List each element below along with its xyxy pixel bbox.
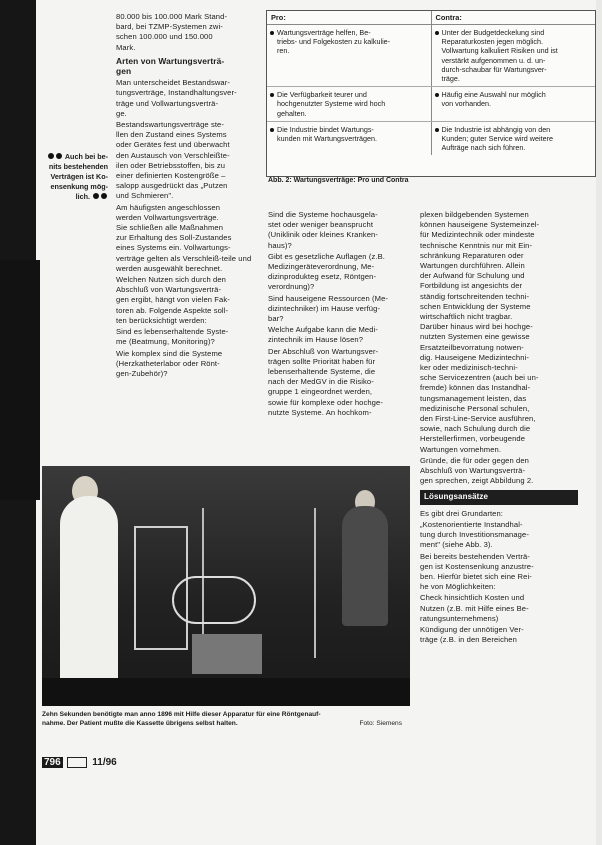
- figure-caption: Abb. 2: Wartungsverträge: Pro und Contra: [268, 177, 409, 184]
- photo-patient-figure: [342, 506, 388, 626]
- col1-paragraph: Am häufigsten angeschlossen werden Vollwartungsverträge. Sie schließen alle Maßnahmen zur Erhaltung des Soll-Zustandes eines Systems ein. Vollwartungs- verträge gelten als Verschleiß-teile und werden ausgewählt berechnet.: [116, 202, 252, 273]
- quote-close-icon: [93, 193, 99, 199]
- col2-paragraph: Sind die Systeme hochausgela- stet oder weniger beansprucht (Uniklinik oder kleines Kranken- haus)?: [268, 210, 378, 250]
- table-row: [267, 87, 595, 122]
- col1-paragraph: Sind es lebenserhaltende Syste- me (Beatmung, Monitoring)?: [116, 327, 229, 347]
- contra-cell: Unter der Budgetdeckelung sind Reparaturkosten jegen möglich. Vollwartung kalkuliert Risiken und ist verstärkt aufgenommen u. d. un- durch-schaubar für Wartungsver- träge.: [432, 25, 596, 86]
- col3-solution: Check hinsichtlich Kosten und Nutzen (z.B. mit Hilfe eines Be- ratungsunternehmens): [420, 593, 529, 623]
- page-number: 796: [44, 757, 61, 769]
- magazine-logo-icon: [67, 757, 87, 768]
- pro-cell: Wartungsverträge helfen, Be- triebs- und Folgekosten zu kalkulie- ren.: [267, 25, 432, 86]
- col2-paragraph: Sind hauseigene Ressourcen (Me- dizintechniker) im Hause verfüg- bar?: [268, 293, 389, 324]
- table-header-row: [267, 11, 595, 25]
- contra-cell: Häufig eine Auswahl nur möglich von vorhanden.: [432, 87, 596, 121]
- col1-paragraph: Man unterscheidet Bestandswar- tungsverträge, Instandhaltungsver- träge und Vollwartungsverträ- ge.: [116, 78, 237, 118]
- table-row: [267, 122, 595, 156]
- historic-xray-photo: [42, 466, 410, 706]
- col3-paragraph: plexen bildgebenden Systemen können hauseigene Systemeinzel- für Medizintechnik oder mindeste technische Kenntnis nur mit Ein- schränkung Reparaturen oder Wartungen durchführen. Allein der Aufwand für Schulung und Fortbildung ist angesichts der ständig fortschreitenden techni- schen Entwicklung der Systeme wirtschaftlich nicht tragbar. Darüber hinaus wird bei hochge- nutzten Systemen eine gewisse Ersatzteilbevorratung notwen- dig. Hauseigene Medizintechni- ker oder medizinisch-techni- sche Servicezentren (auch bei un- fremde) können das Instandhal- tungsmanagement leisten, das medizinische Personal schulen, den First-Line-Service ausführen, sowie, nach Schulung durch die Herstellerfirmen, vorbeugende Wartungen vornehmen.: [420, 210, 540, 454]
- issue-number: 11/96: [92, 757, 117, 769]
- photo-caption: [42, 710, 410, 728]
- contra-cell: Die Industrie ist abhängig von den Kunden; guter Service wird weitere Aufträge nach sich führen.: [432, 122, 596, 156]
- photo-doctor-figure: [60, 496, 118, 702]
- quote-close-icon: [101, 193, 107, 199]
- col1-intro: 80.000 bis 100.000 Mark Stand- bard, bei TZMP-Systemen zwi- schen 100.000 und 150.000 Mark.: [116, 12, 228, 52]
- col3-intro: Es gibt drei Grundarten:: [420, 508, 504, 518]
- pull-quote-text: Auch bei be- nits bestehenden Verträgen ist Ko- ensenkung mög- lich.: [48, 152, 108, 201]
- column-1: [116, 12, 258, 380]
- page-folio: [42, 757, 117, 768]
- pro-cell: Die Industrie bindet Wartungs- kunden mit Wartungsverträgen.: [267, 122, 432, 156]
- photo-cabinet: [192, 634, 262, 674]
- col2-paragraph: Gibt es gesetzliche Auflagen (z.B. Medizingeräteverordnung, Me- dizinprodukteg esetz, Röntgen- verordnung)?: [268, 251, 385, 292]
- quote-open-icon: [56, 153, 62, 159]
- col3-solution: Kündigung der unnötigen Ver- träge (z.B. in den Bereichen: [420, 624, 524, 645]
- scan-right-edge: [596, 0, 602, 845]
- photo-caption-text: Zehn Sekunden benötigte man anno 1896 mit Hilfe dieser Apparatur für eine Röntgenauf- nahme. Der Patient mußte die Kassette übrigens selbst halten.: [42, 711, 321, 727]
- col3-paragraph: Gründe, die für oder gegen den Abschluß von Wartungsverträ- gen sprechen, zeigt Abbildung 2.: [420, 455, 534, 486]
- pro-cell: Die Verfügbarkeit teurer und hochgenutzter Systeme wird hoch gehalten.: [267, 87, 432, 121]
- col2-paragraph: Welche Aufgabe kann die Medi- zintechnik im Hause lösen?: [268, 325, 378, 345]
- col3-solution: „Kostenorientierte Instandhal- tung durch Investitionsmanage- ment" (siehe Abb. 3).: [420, 519, 529, 550]
- header-contra: Contra:: [435, 13, 462, 22]
- col1-paragraph: Wie komplex sind die Systeme (Herzkatheterlabor oder Rönt- gen-Zubehör)?: [116, 348, 223, 378]
- col2-paragraph: Der Abschluß von Wartungsver- trägen sollte Priorität haben für lebenserhaltende Systeme, die nach der MedGV in die Risiko- gruppe 1 eingeordnet werden, sowie für komplexe oder hochge- nutzte Systeme. An hochkom-: [268, 346, 383, 417]
- col1-paragraph: Welchen Nutzen sich durch den Abschluß von Wartungsverträ- gen ergibt, hängt von vielen Fak- toren ab. Folgende Aspekte soll- ten berücksichtigt werden:: [116, 275, 230, 325]
- column-3: [420, 210, 568, 646]
- photo-credit: Foto: Siemens: [359, 720, 402, 727]
- pull-quote: [36, 152, 108, 202]
- pro-contra-table: [266, 10, 596, 177]
- quote-open-icon: [48, 153, 54, 159]
- column-2: [268, 210, 404, 419]
- col1-paragraph: Bestandswartungsverträge ste- llen den Zustand eines Systems oder Gerätes fest und überwacht den Austausch von Verschleißte- ilen oder Betriebsstoffen, bis zu einer definierten Kostengröße – salopp ausgedrückt das „Putzen und Schmieren".: [116, 120, 230, 201]
- scan-dark-edge-lower: [0, 260, 40, 500]
- col3-solution: Bei bereits bestehenden Verträ- gen ist Kostensenkung anzustre- ben. Hierfür bietet sich eine Rei- he von Möglichkeiten:: [420, 551, 534, 592]
- header-pro: Pro:: [267, 11, 432, 24]
- photo-xray-tube: [172, 576, 256, 624]
- table-row: [267, 25, 595, 87]
- section-heading-arten: Arten von Wartungsverträ- gen: [116, 55, 225, 77]
- section-heading-loesungen: Lösungsansätze: [420, 490, 578, 504]
